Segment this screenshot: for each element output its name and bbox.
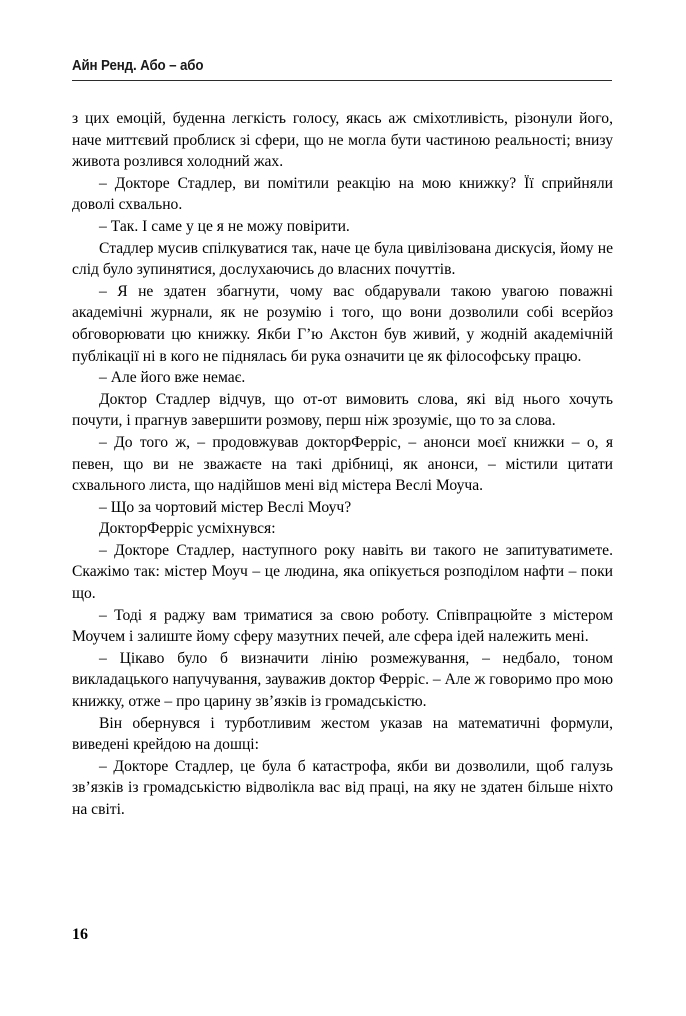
- page-number: 16: [72, 926, 88, 943]
- paragraph: Доктор Стадлер відчув, що от-от вимовить слова, які від нього хочуть почути, і прагнув завершити розмову, перш ніж зрозуміє, що то за слова.: [72, 390, 613, 430]
- paragraph: – Але його вже немає.: [99, 369, 246, 387]
- paragraph: – Цікаво було б визначити лінію розмежування, – недбало, тоном викладацького напучування, зауважив доктор Ферріс. – Але ж говоримо про мою книжку, отже – про царину зв’язків із громадськістю.: [72, 649, 613, 711]
- running-head-title: Айн Ренд. Або – або: [72, 58, 204, 74]
- paragraph: Стадлер мусив спілкуватися так, наче це була цивілізована дискусія, йому не слід було зупинятися, дослухаючись до власних почуттів.: [72, 239, 613, 279]
- paragraph: Він обернувся і турботливим жестом указав на математичні формули, виведені крейдою на дошці:: [72, 714, 613, 754]
- paragraph: – Докторе Стадлер, наступного року навіть ви такого не запитуватимете. Скажімо так: містер Моуч – це людина, яка опікується розподілом нафти – поки що.: [72, 541, 613, 603]
- paragraph: – До того ж, – продовжував докторФерріс, – анонси моєї книжки – о, я певен, що ви не зважаєте на такі дрібниці, як анонси, – містили цитати схвального листа, що надійшов мені від містера Веслі Моуча.: [72, 433, 613, 495]
- running-head: [72, 56, 612, 81]
- paragraph: – Так. І саме у це я не можу повірити.: [99, 217, 350, 235]
- running-head-rule: [72, 80, 612, 81]
- paragraph: – Тоді я раджу вам триматися за свою роботу. Співпрацюйте з містером Моучем і залиште йому сферу мазутних печей, але сфера ідей належить мені.: [72, 606, 613, 646]
- paragraph: – Я не здатен збагнути, чому вас обдарували такою увагою поважні академічні журнали, як не розумію і того, що вони дозволили собі всерйоз обговорювати цю книжку. Якби Г’ю Акстон був живий, у жодній академічній публікації ні в кого не піднялась би рука означити це як філософську працю.: [72, 282, 613, 365]
- paragraph: – Докторе Стадлер, ви помітили реакцію на мою книжку? Її сприйняли доволі схвально.: [72, 174, 613, 214]
- paragraph: – Що за чортовий містер Веслі Моуч?: [99, 498, 352, 516]
- paragraph: з цих емоцій, буденна легкість голосу, якась аж сміхотливість, різонули його, наче миттєвий проблиск зі сфери, що не могла бути частиною реальності; внизу живота розлився холодний жах.: [72, 110, 613, 171]
- body-text: [72, 108, 613, 821]
- paragraph: ДокторФерріс усміхнувся:: [99, 520, 276, 538]
- paragraph: – Докторе Стадлер, це була б катастрофа, якби ви дозволили, щоб галузь зв’язків із громадськістю відволікла вас від праці, на яку не здатен більше ніхто на світі.: [72, 757, 613, 818]
